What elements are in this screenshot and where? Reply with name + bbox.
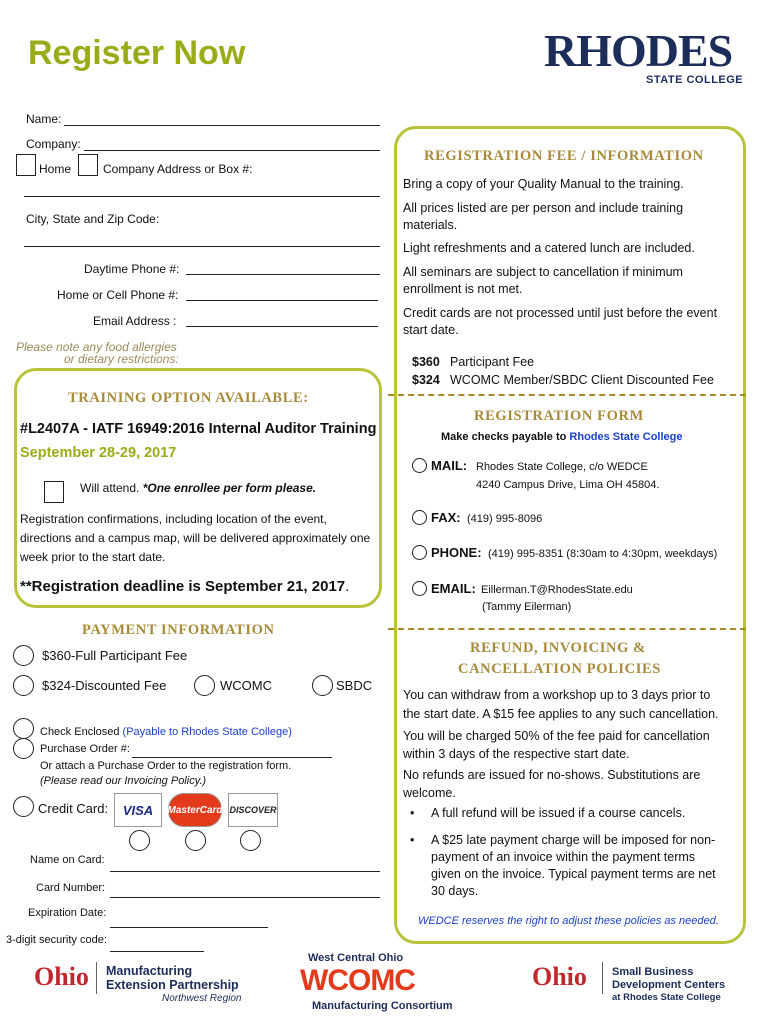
- daytime-phone-field[interactable]: [186, 274, 380, 275]
- refund-bullet-2c: given on the invoice. Typical payment terms are net: [431, 867, 716, 881]
- phone-label: PHONE:: [431, 545, 482, 560]
- logo-divider: [96, 962, 97, 994]
- divider: [388, 628, 746, 630]
- confirm-line-2: directions and a campus map, will be delivered approximately one: [20, 531, 371, 545]
- rhodes-logo: [538, 24, 746, 94]
- name-label: Name:: [26, 112, 62, 126]
- name-field[interactable]: [64, 125, 380, 126]
- payable-note: [441, 431, 682, 443]
- company-address-label: Company Address or Box #:: [103, 162, 253, 176]
- will-attend-label: [80, 481, 316, 495]
- wcomc-radio[interactable]: [194, 675, 215, 696]
- email-contact-label: EMAIL:: [431, 581, 476, 596]
- po-read: (Please read our Invoicing Policy.): [40, 775, 207, 787]
- expiration-label: Expiration Date:: [28, 907, 107, 919]
- ohio-text: Ohio: [532, 962, 587, 991]
- refund-heading-2: CANCELLATION POLICIES: [458, 661, 661, 677]
- course-dates: September 28-29, 2017: [20, 445, 177, 461]
- city-label: City, State and Zip Code:: [26, 212, 160, 226]
- college-subtitle: STATE COLLEGE: [646, 74, 744, 86]
- sbdc-line-1: Small Business: [612, 966, 694, 978]
- refund-3b: welcome.: [403, 786, 456, 800]
- bullet-icon: •: [410, 806, 415, 820]
- discover-logo: DISCOVER: [228, 793, 278, 827]
- one-enrollee-note: *One enrollee per form please.: [142, 481, 317, 495]
- will-attend-checkbox[interactable]: [44, 481, 64, 503]
- po-field[interactable]: [132, 757, 332, 758]
- visa-logo: VISA: [114, 793, 162, 827]
- purchase-order-radio[interactable]: [13, 738, 34, 759]
- po-label: Purchase Order #:: [40, 743, 130, 755]
- company-label: Company:: [26, 137, 81, 151]
- fee-info-5a: Credit cards are not processed until just before the event: [403, 306, 718, 320]
- sbdc-line-2: Development Centers: [612, 979, 726, 991]
- college-name: RHODES: [544, 25, 733, 76]
- daytime-phone-label: Daytime Phone #:: [84, 262, 180, 276]
- mail-radio[interactable]: [412, 458, 427, 473]
- reg-form-heading: REGISTRATION FORM: [474, 408, 644, 424]
- card-number-label: Card Number:: [36, 882, 106, 894]
- policy-note: WEDCE reserves the right to adjust these policies as needed.: [418, 915, 719, 927]
- cell-phone-label: Home or Cell Phone #:: [57, 288, 179, 302]
- fee-info-4a: All seminars are subject to cancellation if minimum: [403, 265, 683, 279]
- bullet-icon: •: [410, 833, 415, 847]
- email-field[interactable]: [186, 326, 378, 327]
- allergy-note-1: Please note any food allergies: [16, 340, 177, 354]
- phone-radio[interactable]: [412, 545, 427, 560]
- visa-radio[interactable]: [129, 830, 150, 851]
- mastercard-radio[interactable]: [185, 830, 206, 851]
- refund-bullet-1: A full refund will be issued if a course cancels.: [431, 806, 686, 820]
- wcomc-top-text: West Central Ohio: [308, 952, 404, 964]
- course-title: #L2407A - IATF 16949:2016 Internal Auditor Training: [20, 421, 377, 437]
- fee2-desc: WCOMC Member/SBDC Client Discounted Fee: [450, 373, 714, 387]
- discounted-fee-label: $324-Discounted Fee: [42, 678, 167, 693]
- payable-prefix: Make checks payable to: [441, 431, 570, 443]
- city-field[interactable]: [24, 246, 380, 247]
- mail-label: MAIL:: [431, 458, 468, 473]
- fee1-amount: $360: [412, 355, 440, 369]
- will-attend-text: Will attend.: [80, 481, 143, 495]
- refund-1a: You can withdraw from a workshop up to 3 days prior to: [403, 688, 711, 702]
- discover-radio[interactable]: [240, 830, 261, 851]
- cell-phone-field[interactable]: [186, 300, 378, 301]
- company-field[interactable]: [84, 150, 380, 151]
- ohio-text: Ohio: [34, 962, 89, 991]
- wcomc-sub-text: Manufacturing Consortium: [312, 1000, 453, 1012]
- confirm-line-1: Registration confirmations, including location of the event,: [20, 512, 327, 526]
- email-radio[interactable]: [412, 581, 427, 596]
- divider: [388, 394, 746, 396]
- mail-line-1: Rhodes State College, c/o WEDCE: [476, 461, 648, 473]
- fee-info-heading: REGISTRATION FEE / INFORMATION: [424, 148, 704, 164]
- name-on-card-label: Name on Card:: [30, 854, 105, 866]
- security-label: 3-digit security code:: [6, 934, 107, 946]
- deadline: [20, 578, 349, 595]
- full-fee-radio[interactable]: [13, 645, 34, 666]
- sbdc-radio[interactable]: [312, 675, 333, 696]
- payment-heading: PAYMENT INFORMATION: [82, 622, 275, 638]
- refund-bullet-2d: 30 days.: [431, 884, 479, 898]
- refund-3a: No refunds are issued for no-shows. Substitutions are: [403, 768, 701, 782]
- check-payable-text: (Payable to Rhodes State College): [122, 726, 292, 738]
- refund-bullet-2b: payment of an invoice within the payment terms: [431, 850, 696, 864]
- fee-info-2b: materials.: [403, 218, 458, 232]
- credit-card-label: Credit Card:: [38, 801, 109, 816]
- fee-info-4b: enrollment is not met.: [403, 282, 523, 296]
- card-number-field[interactable]: [110, 897, 380, 898]
- fee-info-1: Bring a copy of your Quality Manual to the training.: [403, 177, 684, 191]
- fee2-amount: $324: [412, 373, 440, 387]
- check-enclosed-text: Check Enclosed: [40, 726, 123, 738]
- refund-bullet-2a: A $25 late payment charge will be imposed for non-: [431, 833, 716, 847]
- name-on-card-field[interactable]: [110, 871, 380, 872]
- fax-radio[interactable]: [412, 510, 427, 525]
- refund-heading-1: REFUND, INVOICING &: [470, 640, 646, 656]
- home-checkbox[interactable]: [16, 154, 36, 176]
- refund-2a: You will be charged 50% of the fee paid for cancellation: [403, 729, 710, 743]
- confirm-line-3: week prior to the start date.: [20, 550, 166, 564]
- mail-line-2: 4240 Campus Drive, Lima OH 45804.: [476, 479, 660, 491]
- sbdc-line-3: at Rhodes State College: [612, 992, 721, 1003]
- page-title: Register Now: [28, 34, 246, 72]
- security-field[interactable]: [110, 951, 204, 952]
- wcomc-logo: [298, 952, 453, 1016]
- sbdc-label: SBDC: [336, 678, 373, 693]
- email-contact-name: (Tammy Eilerman): [482, 601, 572, 613]
- mep-line-3: Northwest Region: [162, 993, 242, 1004]
- wcomc-label: WCOMC: [220, 678, 272, 693]
- credit-card-radio[interactable]: [13, 796, 34, 817]
- email-label: Email Address :: [93, 314, 177, 328]
- deadline-period: .: [345, 578, 350, 595]
- fee-info-2a: All prices listed are per person and include training: [403, 201, 684, 215]
- payable-name: Rhodes State College: [569, 431, 683, 443]
- fee1-desc: Participant Fee: [450, 355, 535, 369]
- mastercard-logo: MasterCard: [168, 793, 222, 827]
- home-label: Home: [39, 162, 72, 176]
- check-enclosed: [40, 726, 292, 738]
- fax-number: (419) 995-8096: [467, 513, 543, 525]
- refund-1b: the start date. A $15 fee applies to any such cancellation.: [403, 707, 719, 721]
- company-address-checkbox[interactable]: [78, 154, 98, 176]
- po-attach: Or attach a Purchase Order to the registration form.: [40, 760, 292, 772]
- check-radio[interactable]: [13, 718, 34, 739]
- refund-2b: within 3 days of the respective start date.: [403, 747, 630, 761]
- expiration-field[interactable]: [110, 927, 268, 928]
- allergy-note-2: or dietary restrictions:: [64, 352, 179, 366]
- wcomc-main-text: WCOMC: [300, 964, 415, 997]
- email-address: Eillerman.T@RhodesState.edu: [481, 584, 633, 596]
- full-fee-label: $360-Full Participant Fee: [42, 648, 188, 663]
- discounted-fee-radio[interactable]: [13, 675, 34, 696]
- phone-number: (419) 995-8351 (8:30am to 4:30pm, weekdays): [488, 548, 718, 560]
- logo-divider: [602, 962, 603, 994]
- mep-line-2: Extension Partnership: [106, 978, 239, 992]
- deadline-text: **Registration deadline is September 21, 2017: [20, 578, 346, 595]
- mep-line-1: Manufacturing: [106, 964, 193, 978]
- training-heading: TRAINING OPTION AVAILABLE:: [68, 390, 309, 406]
- fee-info-3: Light refreshments and a catered lunch are included.: [403, 241, 695, 255]
- address-field[interactable]: [24, 196, 380, 197]
- fax-label: FAX:: [431, 510, 461, 525]
- fee-info-5b: start date.: [403, 323, 459, 337]
